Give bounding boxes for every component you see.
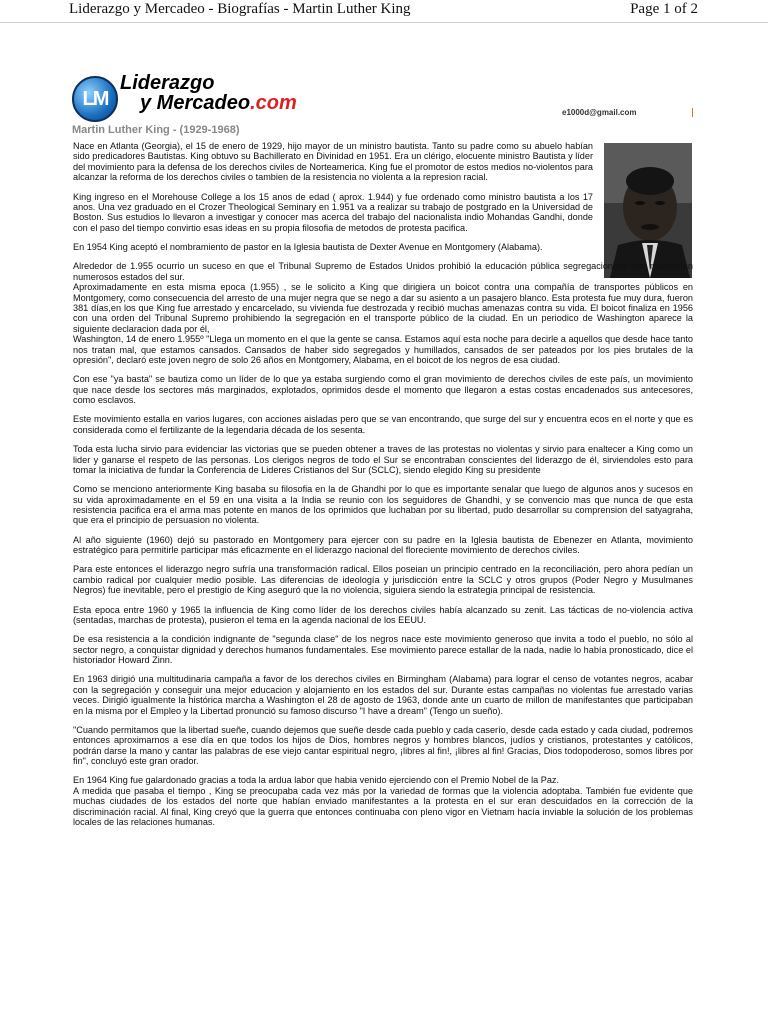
contact-email[interactable]: e1000d@gmail.com xyxy=(562,108,637,117)
logo-text-y-mercadeo: y Mercadeo xyxy=(140,92,251,114)
paragraph: Con ese "ya basta" se bautiza como un líder de lo que ya estaba surgiendo como el gran movimiento de derechos civiles de este país, un movimiento que nace desde los sectores más marginados, explotados, oprimidos desde el momento que llegaron a estas costas encadenados sus antecesores, como esclavos. xyxy=(73,374,693,406)
paragraph: Al año siguiente (1960) dejó su pastorado en Montgomery para ejercer con su padre en la Iglesia bautista de Ebenezer en Atlanta, movimiento estratégico para permitirle participar más eficazmente en el liderazgo nacional del floreciente movimiento de derechos civiles. xyxy=(73,534,693,556)
paragraph: De esa resistencia a la condición indignante de "segunda clase" de los negros nace este movimiento generoso que invita a todo el pueblo, no sólo al sector negro, a conquistar dignidad y derechos humanos fundamentales. Ese movimiento parece estallar de la nada, nadie lo había pronosticado, dice el historiador Howard Zinn. xyxy=(73,634,693,666)
logo-text-line1: Liderazgo xyxy=(120,72,215,94)
page-header xyxy=(0,0,768,23)
paragraph: Toda esta lucha sirvio para evidenciar las victorias que se pueden obtener a traves de las protestas no violentas y sirvio para enaltecer a King como un lider y ganarse el respeto de las personas. Los clerigos negros de todo el Sur se encontraban conscientes del liderazgo de él, sirviendoles esto para tomar la iniciativa de fundar la Conferencia de Lideres Cristianos del Sur (SCLC), siendo elegido King su presidente xyxy=(73,444,693,475)
page-number: Page 1 of 2 xyxy=(630,1,698,17)
paragraph: En 1963 dirigió una multitudinaria campaña a favor de los derechos civiles en Birmingham (Alabama) para lograr el censo de votantes negros, acabar con la segregación y conseguir una mejor educacion y alojamiento en los estados del sur. Durante estas campañas no violentas fue arrestado varias veces. Dirigió igualmente la histórica marcha a Washington el 28 de agosto de 1963, donde ante un cuarto de millon de manifestantes que participaban en la misma por el Empleo y la Libertad pronunció su famoso discurso "I have a dream" (Tengo un sueño). xyxy=(73,674,693,716)
paragraph: Como se menciono anteriormente King basaba su filosofia en la de Ghandhi por lo que es importante senalar que luego de algunos anos y sucesos en su vida aproximadamente en el 59 en una visita a la India se reunio con los seguidores de Ghandhi, y se convencio mas que nunca de que esta resistencia pacifica era el arma mas potente en manos de los oprimidos que luchaban por su libertad, pudo desarrollar su comprension del satyagraha, que era el principio de persuasion no violenta. xyxy=(73,484,693,526)
logo-text-line2 xyxy=(140,92,297,115)
paragraph: "Cuando permitamos que la libertad sueñe, cuando dejemos que sueñe desde cada pueblo y cada caserío, desde cada estado y cada ciudad, podremos entonces aproximarnos a ese día en que todos los hijos de Dios, hombres negros y hombres blancos, judíos y cristianos, protestantes y católicos, podrán darse la mano y cantar las palabras de ese viejo cantar espiritual negro, ¡libres al fin!, ¡libres al fin! Gracias, Dios todopoderoso, somos libres por fin", concluyó este gran orador. xyxy=(73,724,693,767)
site-logo[interactable] xyxy=(72,70,332,125)
paragraph: Para este entonces el liderazgo negro sufría una transformación radical. Ellos poseian un principio centrado en la reconciliación, pero ahora pedían un cambio radical por cualquier medio posible. Las diferencias de ideología y jurisdicción entre la SCLC y otros grupos (Poder Negro y Musulmanes Negros) fue inevitable, pero el prestigio de King aseguró que la no violencia, siguiera siendo la estrategia principal de resistencia. xyxy=(73,564,693,596)
page-header-title: Liderazgo y Mercadeo - Biografías - Martin Luther King xyxy=(69,1,411,17)
paragraph: Aproximadamente en esta misma epoca (1.955) , se le solicito a King que dirigiera un boicot contra una compañía de transportes públicos en Montgomery, como consecuencia del arresto de una mujer negra que se nego a dar su asiento a un pasajero blanco. Esta protesta fue muy dura, fueron 381 días,en los que King fue arrestado y encarcelado, su vivienda fue destrozada y recibió muchas amenazas contra su vida. El boicot finaliza en 1956 con una orden del Tribunal Supremo prohibiendo la segregación en el transporte público de la ciudad. En un periodico de Washington aparece la siguiente declaracion dada por él, xyxy=(73,282,693,334)
paragraph: En 1964 King fue galardonado gracias a toda la ardua labor que habia venido ejerciendo con el Premio Nobel de la Paz. xyxy=(73,775,559,786)
article-body xyxy=(73,141,693,827)
article-title: Martin Luther King - (1929-1968) xyxy=(72,124,240,136)
paragraph: Nace en Atlanta (Georgia), el 15 de enero de 1929, hijo mayor de un ministro bautista. Tanto su padre como su abuelo habían sido predicadores Bautistas. King obtuvo su Bachillerato en Divinidad en 1951. Era un clérigo, elocuente ministro Bautista y líder del movimiento para la defensa de los derechos civiles de Norteamerica. King fue el promotor de estos medios no-violentos para alcanzar la reforma de los derechos civiles o tambien de la resistencia no violenta a la represion racial. xyxy=(73,141,593,183)
logo-globe-icon: LM xyxy=(72,76,118,122)
paragraph: En 1954 King aceptó el nombramiento de pastor en la Iglesia bautista de Dexter Avenue en Montgomery (Alabama). xyxy=(73,242,543,253)
paragraph: Esta epoca entre 1960 y 1965 la influencia de King como líder de los derechos civiles había alcanzado su zenit. Las tácticas de no-violencia activa (sentadas, marchas de protesta), pusieron el tema en la agenda nacional de los EEUU. xyxy=(73,604,693,625)
paragraph: Alrededor de 1.955 ocurrio un suceso en que el Tribunal Supremo de Estados Unidos prohibió la educación pública segregacionista que mantenían numerosos estados del sur. xyxy=(73,261,693,282)
logo-text-dotcom: .com xyxy=(250,92,297,114)
paragraph: King ingreso en el Morehouse College a los 15 anos de edad ( aprox. 1.944) y fue ordenado como ministro bautista a los 17 anos. Una vez graduado en el Crozer Theological Seminary en 1.951 va a realizar su trabajo de postgrado en la Universidad de Boston. Sus estudios lo llevaron a investigar y conocer mas acerca del trabajo del nacionalista indio Mohandas Gandhi, donde con el paso del tiempo convirtio esas ideas en su propia filosofia de metodos de protesta pacifica. xyxy=(73,191,593,233)
paragraph: Este movimiento estalla en varios lugares, con acciones aisladas pero que se van encontrando, que surge del sur y encuentra ecos en el norte y que es considerada como el fertilizante de la legendaria década de los sesenta. xyxy=(73,414,693,435)
decorative-mark xyxy=(692,108,693,117)
paragraph: A medida que pasaba el tiempo , King se preocupaba cada vez más por la variedad de formas que la violencia adoptaba. También fue evidente que muchas ciudades de los estados del norte que habían enviado manifestantes a la protesta en el sur eran descuidados en la corrección de la discriminación racial. Al final, King creyó que la guerra que entonces continuaba con pleno vigor en Vietnam hacía inviable la solución de los problemas locales de las relaciones humanas. xyxy=(73,785,693,827)
paragraph: Washington, 14 de enero 1.955º "Llega un momento en el que la gente se cansa. Estamos aquí esta noche para decirle a aquellos que desde hace tanto nos tratan mal, que estamos cansados. Cansados de haber sido segregados y humillados, cansados de ser pateados por los pies brutales de la opresión", declaró este joven negro de solo 26 años en Montgomery, Alabama, en el boicot de los negros de esa ciudad. xyxy=(73,334,693,365)
